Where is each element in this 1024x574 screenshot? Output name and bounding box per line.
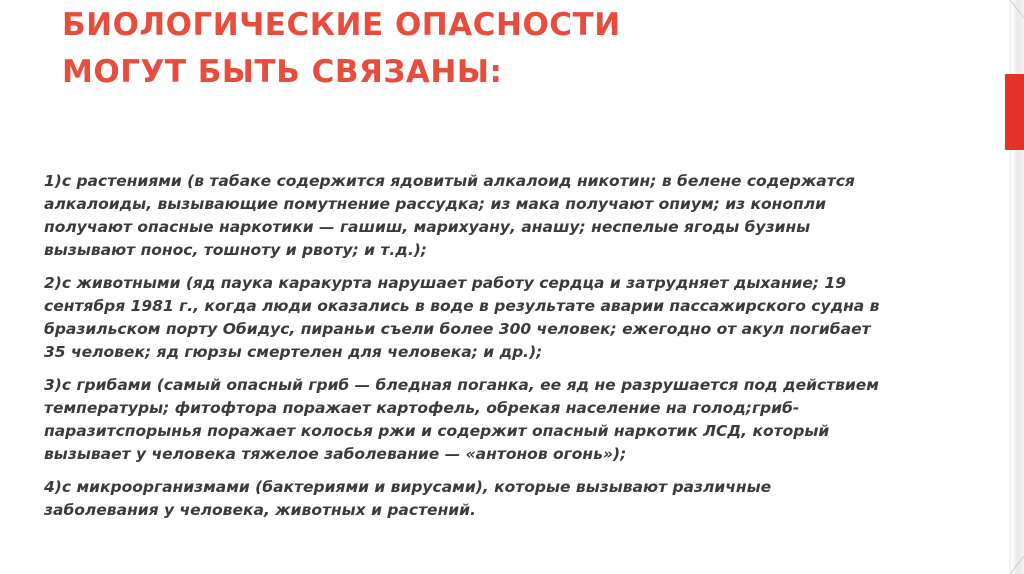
paragraph-animals <box>44 272 964 364</box>
paragraph-line: 3)с грибами (самый опасный гриб — бледная поганка, ее яд не разрушается под действием <box>44 376 879 394</box>
paragraph-line: температуры; фитофтора поражает картофель, обрекая население на голод;гриб- <box>44 399 800 417</box>
paragraph-line: 2)с животными (яд паука каракурта нарушает работу сердца и затрудняет дыхание; 19 <box>44 274 847 292</box>
paragraph-line: вызывают понос, тошноту и рвоту; и т.д.); <box>44 241 427 259</box>
paragraph-line: вызывает у человека тяжелое заболевание — «антонов огонь»); <box>44 445 627 463</box>
paragraph-line: бразильском порту Обидус, пираньи съели более 300 человек; ежегодно от акул погибает <box>44 320 871 338</box>
body-text <box>44 170 964 532</box>
paragraph-line: 4)с микроорганизмами (бактериями и вирусами), которые вызывают различные <box>44 478 772 496</box>
paragraph-plants <box>44 170 964 262</box>
slide-title-line: МОГУТ БЫТЬ СВЯЗАНЫ: <box>62 54 503 90</box>
slide-title-line: БИОЛОГИЧЕСКИЕ ОПАСНОСТИ <box>62 7 621 43</box>
paragraph-line: алкалоиды, вызывающие помутнение рассудка; из мака получают опиум; из конопли <box>44 195 826 213</box>
paragraph-line: заболевания у человека, животных и растений. <box>44 501 476 519</box>
paragraph-fungi <box>44 374 964 466</box>
paragraph-line: получают опасные наркотики — гашиш, марихуану, анашу; неспелые ягоды бузины <box>44 218 811 236</box>
slide-title <box>62 2 922 96</box>
paragraph-line: паразитспорынья поражает колосья ржи и содержит опасный наркотик ЛСД, который <box>44 422 830 440</box>
paragraph-microorganisms <box>44 476 964 522</box>
paragraph-line: 1)с растениями (в табаке содержится ядовитый алкалоид никотин; в белене содержатся <box>44 172 855 190</box>
paragraph-line: сентября 1981 г., когда люди оказались в воде в результате аварии пассажирского судна в <box>44 297 880 315</box>
accent-bar <box>1005 74 1024 150</box>
paragraph-line: 35 человек; яд гюрзы смертелен для человека; и др.); <box>44 343 543 361</box>
